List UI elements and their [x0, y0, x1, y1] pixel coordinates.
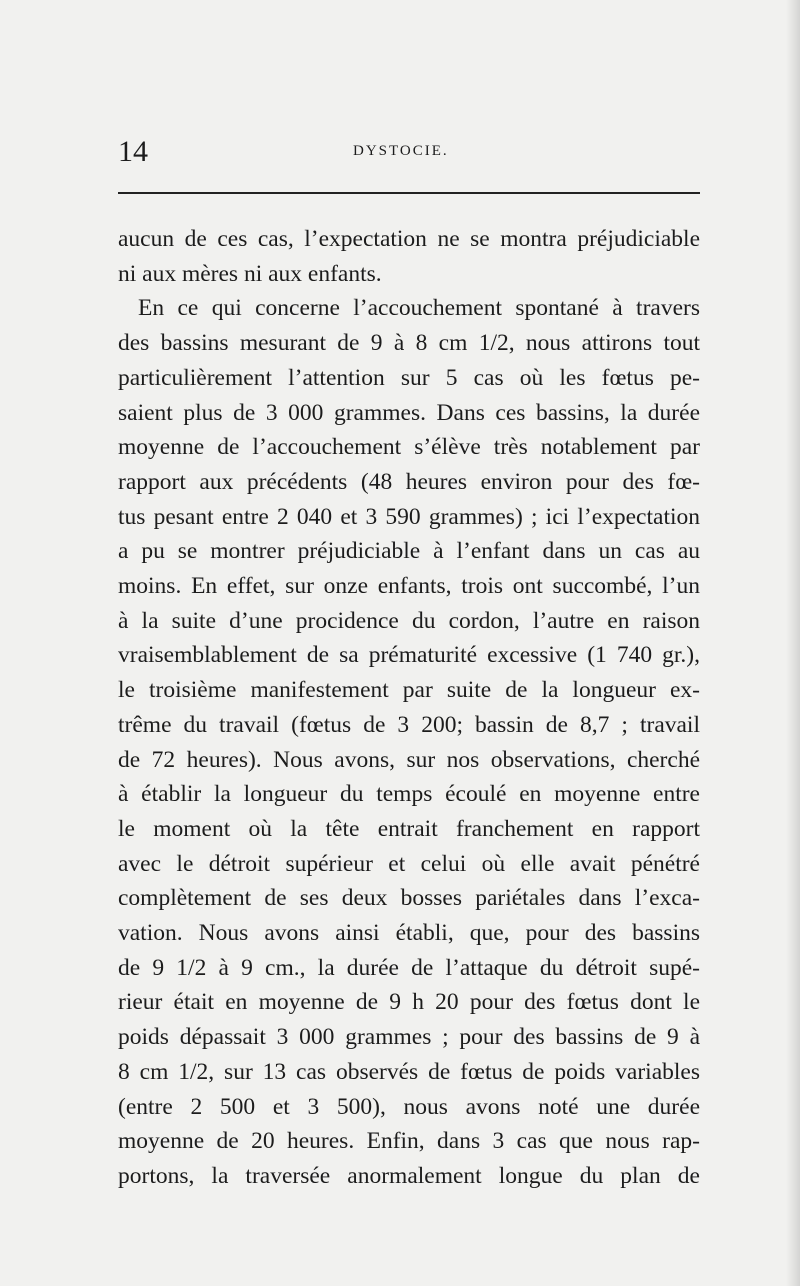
page-number: 14 — [118, 135, 148, 168]
text-line: En ce qui concerne l’accouchement spontané à travers — [138, 295, 700, 322]
text-line: saient plus de 3 000 grammes. Dans ces bassins, la durée — [118, 399, 700, 426]
page-edge-shadow — [786, 0, 800, 1286]
text-line: rieur était en moyenne de 9 h 20 pour des fœtus dont le — [118, 989, 700, 1016]
text-line: ni aux mères ni aux enfants. — [118, 260, 382, 287]
text-line: des bassins mesurant de 9 à 8 cm 1/2, nous attirons tout — [118, 330, 700, 357]
text-line: moyenne de 20 heures. Enfin, dans 3 cas que nous rap- — [118, 1128, 700, 1155]
text-line: le troisième manifestement par suite de la longueur ex- — [118, 677, 700, 704]
text-line: trême du travail (fœtus de 3 200; bassin de 8,7 ; travail — [118, 711, 700, 738]
body-text — [118, 222, 700, 1194]
text-line: rapport aux précédents (48 heures environ pour des fœ- — [118, 468, 700, 495]
text-line: 8 cm 1/2, sur 13 cas observés de fœtus de poids variables — [118, 1058, 700, 1085]
text-line: avec le détroit supérieur et celui où elle avait pénétré — [118, 850, 700, 877]
text-line: tus pesant entre 2 040 et 3 590 grammes) ; ici l’expectation — [118, 503, 700, 530]
text-line: le moment où la tête entrait franchement en rapport — [118, 815, 700, 842]
text-line: poids dépassait 3 000 grammes ; pour des bassins de 9 à — [118, 1024, 700, 1051]
text-line: particulièrement l’attention sur 5 cas où les fœtus pe- — [118, 364, 700, 391]
text-line: vraisemblablement de sa prématurité excessive (1 740 gr.), — [118, 642, 700, 669]
text-line: (entre 2 500 et 3 500), nous avons noté une durée — [118, 1093, 700, 1120]
text-line: a pu se montrer préjudiciable à l’enfant dans un cas au — [118, 538, 700, 565]
header-rule — [118, 192, 700, 194]
text-line: aucun de ces cas, l’expectation ne se montra préjudiciable — [118, 226, 700, 252]
text-line: vation. Nous avons ainsi établi, que, pour des bassins — [118, 920, 700, 947]
running-head: DYSTOCIE. — [353, 143, 449, 159]
text-line: à la suite d’une procidence du cordon, l’autre en raison — [118, 607, 700, 634]
text-line: complètement de ses deux bosses pariétales dans l’exca- — [118, 885, 700, 912]
text-line: de 72 heures). Nous avons, sur nos observations, cherché — [118, 746, 700, 773]
page-header — [118, 132, 700, 172]
text-line: moins. En effet, sur onze enfants, trois ont succombé, l’un — [118, 573, 700, 600]
text-line: moyenne de l’accouchement s’élève très notablement par — [118, 434, 700, 461]
text-line: portons, la traversée anormalement longue du plan de — [118, 1162, 700, 1189]
text-line: de 9 1/2 à 9 cm., la durée de l’attaque du détroit supé- — [118, 954, 700, 981]
text-line: à établir la longueur du temps écoulé en moyenne entre — [118, 781, 700, 808]
